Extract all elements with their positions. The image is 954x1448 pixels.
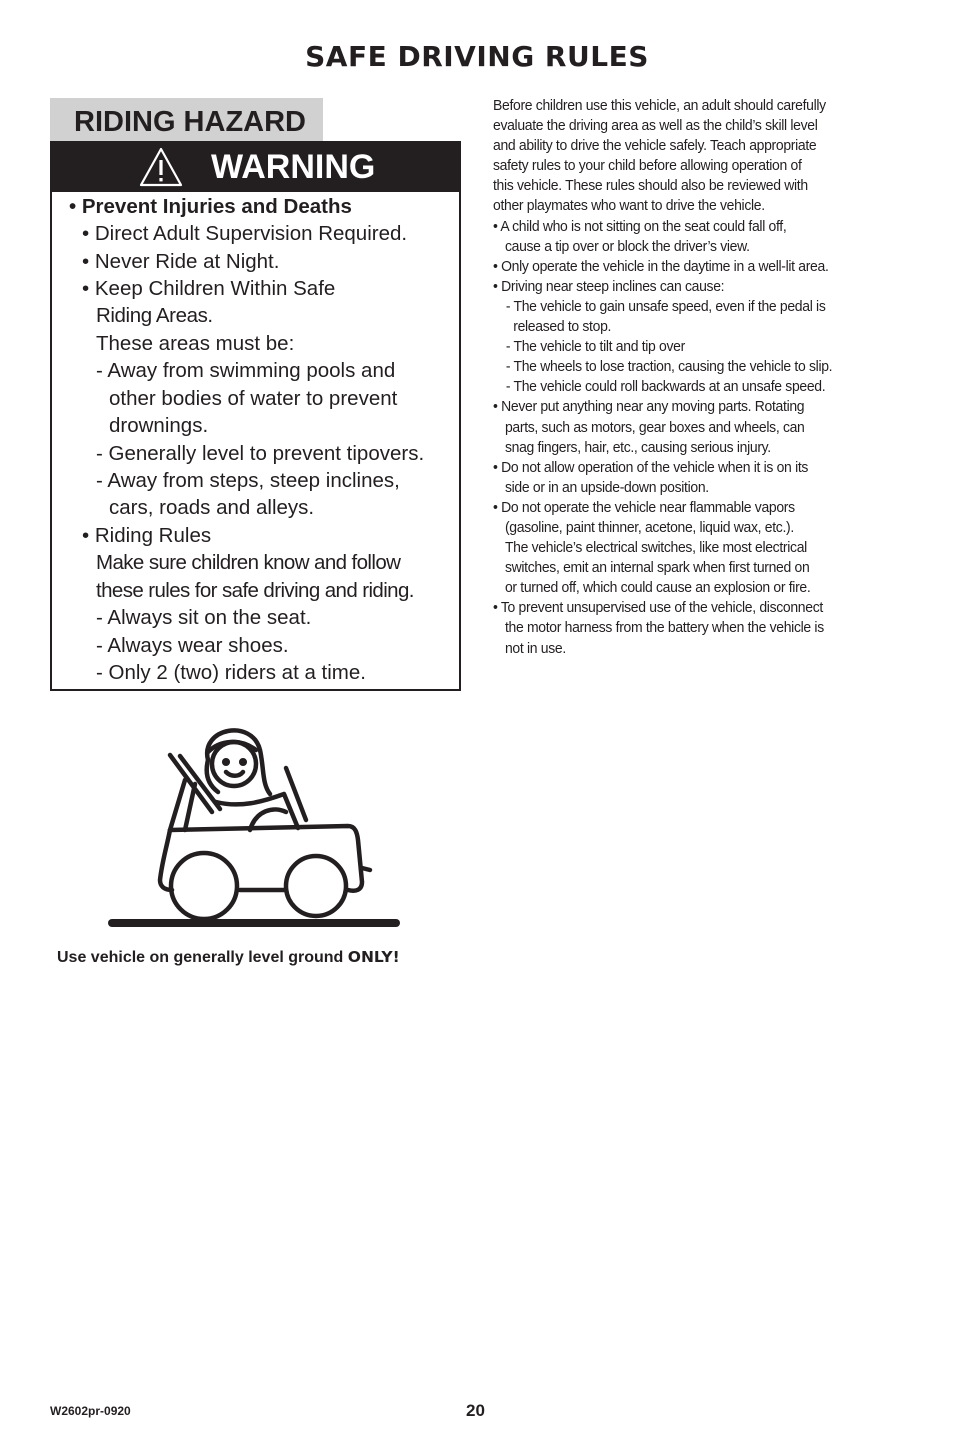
rules-line: - The vehicle could roll backwards at an unsafe speed.	[505, 378, 826, 396]
rules-line: snag fingers, hair, etc., causing serious injury.	[504, 438, 771, 456]
rules-line: this vehicle. These rules should also be reviewed with	[493, 177, 808, 195]
warning-line: • Never Ride at Night.	[82, 250, 280, 273]
warning-box	[50, 192, 461, 691]
warning-line: other bodies of water to prevent	[109, 387, 398, 410]
warning-line: cars, roads and alleys.	[109, 496, 315, 519]
rules-line: cause a tip over or block the driver’s view.	[504, 237, 750, 255]
rules-line: • Only operate the vehicle in the daytime in a well-lit area.	[493, 257, 829, 275]
warning-line: These areas must be:	[96, 332, 295, 355]
rules-line: switches, emit an internal spark when first turned on	[504, 559, 810, 577]
rules-line: - The vehicle to gain unsafe speed, even if the pedal is	[505, 297, 826, 315]
warning-line: drownings.	[109, 414, 209, 437]
rules-line: • Do not operate the vehicle near flammable vapors	[493, 498, 795, 516]
rules-line: evaluate the driving area as well as the child’s skill level	[493, 117, 818, 135]
warning-line: • Direct Adult Supervision Required.	[82, 222, 408, 245]
warning-line: Make sure children know and follow	[96, 551, 401, 574]
warning-line: - Only 2 (two) riders at a time.	[96, 661, 366, 684]
page-number: 20	[466, 1401, 485, 1420]
caption-emphasis: ONLY!	[347, 948, 400, 966]
rules-line: parts, such as motors, gear boxes and wheels, can	[504, 418, 805, 436]
warning-line: Riding Areas.	[96, 304, 213, 327]
rules-line: - The vehicle to tilt and tip over	[505, 338, 685, 356]
rules-line: not in use.	[504, 639, 566, 657]
rules-line: • Do not allow operation of the vehicle when it is on its	[493, 458, 809, 476]
rules-line: safety rules to your child before allowing operation of	[493, 157, 802, 175]
document-code: W2602pr-0920	[50, 1404, 131, 1418]
rules-line: and ability to drive the vehicle safely. Teach appropriate	[493, 137, 817, 155]
page-title: SAFE DRIVING RULES	[305, 40, 649, 73]
warning-line: these rules for safe driving and riding.	[96, 579, 414, 602]
caption-text: Use vehicle on generally level ground	[57, 949, 348, 966]
rules-line: released to stop.	[513, 318, 612, 336]
warning-line: • Prevent Injuries and Deaths	[69, 195, 352, 218]
illustration-caption	[57, 948, 400, 967]
rules-line: • A child who is not sitting on the seat could fall off,	[493, 217, 787, 235]
warning-line: • Keep Children Within Safe	[82, 277, 336, 300]
rules-line: • Driving near steep inclines can cause:	[493, 277, 725, 295]
warning-triangle-icon	[138, 146, 184, 188]
safety-rules-text	[493, 96, 879, 659]
rules-line: • Never put anything near any moving parts. Rotating	[493, 398, 805, 416]
warning-line: - Away from swimming pools and	[96, 359, 396, 382]
rules-line: or turned off, which could cause an explosion or fire.	[504, 579, 811, 597]
rules-line: other playmates who want to drive the vehicle.	[493, 197, 765, 215]
warning-line: • Riding Rules	[82, 524, 212, 547]
rules-line: (gasoline, paint thinner, acetone, liquid wax, etc.).	[504, 518, 794, 536]
rules-line: • To prevent unsupervised use of the vehicle, disconnect	[493, 599, 823, 617]
rules-line: Before children use this vehicle, an adult should carefully	[493, 97, 826, 114]
rules-line: The vehicle’s electrical switches, like most electrical	[504, 539, 807, 557]
warning-line: - Always wear shoes.	[96, 634, 289, 657]
warning-line: - Generally level to prevent tipovers.	[96, 442, 425, 465]
hazard-label: RIDING HAZARD	[50, 98, 323, 142]
rules-line: side or in an upside-down position.	[504, 478, 709, 496]
warning-line: - Always sit on the seat.	[96, 606, 312, 629]
warning-title: WARNING	[211, 148, 376, 186]
rules-line: - The wheels to lose traction, causing the vehicle to slip.	[505, 358, 833, 376]
child-driving-vehicle-illustration	[100, 720, 410, 932]
warning-header	[50, 141, 461, 192]
rules-line: the motor harness from the battery when the vehicle is	[504, 619, 824, 637]
warning-line: - Away from steps, steep inclines,	[96, 469, 400, 492]
